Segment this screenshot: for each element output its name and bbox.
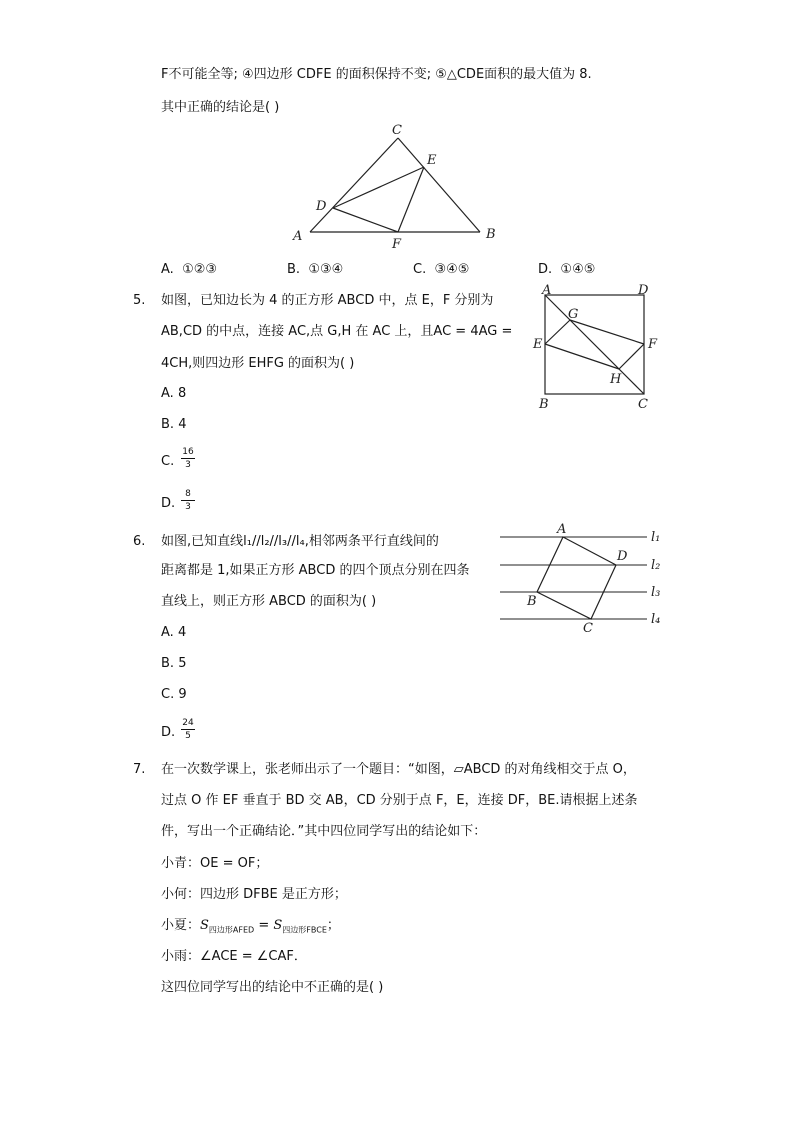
q4-option-d-letter: D. bbox=[538, 262, 553, 277]
q4-option-b-letter: B. bbox=[287, 262, 301, 277]
q6-option-c-letter: C. bbox=[161, 687, 175, 702]
q6-text-line3: 直线上，则正方形 ABCD 的面积为( ) bbox=[161, 594, 377, 609]
q6-option-d-denominator: 5 bbox=[185, 731, 191, 741]
q6-option-a-text: 4 bbox=[177, 625, 187, 640]
q5-text-line2: AB,CD 的中点，连接 AC,点 G,H 在 AC 上，且AC = 4AG = bbox=[161, 324, 513, 339]
q5-option-c-fraction bbox=[181, 447, 195, 470]
q7-s3-area-symbol-a: S bbox=[200, 918, 209, 933]
fraction-bar bbox=[181, 729, 195, 730]
q5-option-c-letter: C. bbox=[161, 454, 175, 469]
q5-option-c-numerator: 16 bbox=[182, 447, 194, 457]
q6-label-l2: l₂ bbox=[651, 558, 661, 573]
q5-label-F: F bbox=[648, 337, 658, 352]
q4-option-c[interactable] bbox=[413, 261, 469, 279]
q7-s3-subscript-a: 四边形AFED bbox=[208, 925, 255, 935]
q6-text-line2: 距离都是 1,如果正方形 ABCD 的四个顶点分别在四条 bbox=[161, 563, 470, 578]
q4-label-B: B bbox=[486, 227, 496, 242]
q7-student-statement-3 bbox=[161, 917, 340, 940]
q5-option-d[interactable] bbox=[161, 495, 175, 513]
q5-option-c-denominator: 3 bbox=[185, 460, 191, 470]
q7-number: 7. bbox=[133, 762, 146, 777]
q6-option-d-letter: D. bbox=[161, 725, 176, 740]
q5-option-a[interactable] bbox=[161, 385, 186, 403]
q5-option-a-letter: A. bbox=[161, 386, 174, 401]
q6-option-d[interactable] bbox=[161, 724, 175, 742]
q5-option-b-letter: B. bbox=[161, 417, 175, 432]
q4-option-c-letter: C. bbox=[413, 262, 427, 277]
q7-s3-area-symbol-b: S bbox=[273, 918, 283, 933]
q7-text-line3: 件，写出一个正确结论．”其中四位同学写出的结论如下： bbox=[161, 824, 487, 839]
fraction-bar bbox=[181, 458, 195, 459]
q4-option-d-text: ①④⑤ bbox=[560, 262, 596, 277]
q6-label-B: B bbox=[527, 594, 537, 609]
q5-label-E: E bbox=[533, 337, 543, 352]
q6-option-d-fraction bbox=[181, 718, 195, 741]
q4-label-C: C bbox=[392, 123, 402, 138]
q6-option-c[interactable] bbox=[161, 686, 187, 704]
q6-option-b-letter: B. bbox=[161, 656, 175, 671]
q5-option-d-letter: D. bbox=[161, 496, 176, 511]
q6-option-a[interactable] bbox=[161, 624, 186, 642]
q4-option-a[interactable] bbox=[161, 261, 217, 279]
q4-option-b-text: ①③④ bbox=[308, 262, 344, 277]
q4-label-A: A bbox=[293, 229, 303, 244]
q6-option-a-letter: A. bbox=[161, 625, 174, 640]
q5-option-c[interactable] bbox=[161, 453, 174, 471]
q7-student-statement-2: 小何：四边形 DFBE 是正方形； bbox=[161, 887, 347, 902]
q4-option-a-letter: A. bbox=[161, 262, 174, 277]
q5-option-d-numerator: 8 bbox=[185, 489, 191, 499]
q7-s3-end: ； bbox=[326, 918, 340, 933]
q6-option-b-text: 5 bbox=[178, 656, 187, 671]
q7-text-line2: 过点 O 作 EF 垂直于 BD 交 AB，CD 分别于点 F，E，连接 DF，BE.请根据上述条 bbox=[161, 793, 638, 808]
q6-option-d-numerator: 24 bbox=[182, 718, 194, 728]
q4-option-a-text: ①②③ bbox=[182, 262, 218, 277]
q5-number: 5. bbox=[133, 293, 146, 308]
q6-parallel-lines-figure bbox=[495, 520, 670, 638]
q5-label-D: D bbox=[638, 283, 649, 298]
q4-text-line1: F不可能全等; ④四边形 CDFE 的面积保持不变; ⑤△CDE面积的最大值为 8. bbox=[161, 67, 592, 82]
q4-question-prompt: 其中正确的结论是( ) bbox=[161, 100, 280, 115]
q5-option-d-denominator: 3 bbox=[185, 502, 191, 512]
q4-option-d[interactable] bbox=[538, 261, 595, 279]
q7-s3-subscript-b: 四边形FBCE bbox=[282, 925, 327, 935]
q5-option-d-fraction bbox=[181, 489, 195, 512]
q5-option-a-text: 8 bbox=[177, 386, 187, 401]
q6-text-line1: 如图,已知直线l₁//l₂//l₃//l₄,相邻两条平行直线间的 bbox=[161, 534, 439, 549]
q6-label-C: C bbox=[583, 621, 593, 636]
q5-label-G: G bbox=[568, 307, 579, 322]
q6-number: 6. bbox=[133, 534, 146, 549]
q5-option-b[interactable] bbox=[161, 416, 186, 434]
q7-text-line1: 在一次数学课上，张老师出示了一个题目：“如图，▱ABCD 的对角线相交于点 O， bbox=[161, 762, 636, 777]
q7-question-prompt: 这四位同学写出的结论中不正确的是( ) bbox=[161, 980, 384, 995]
q4-option-b[interactable] bbox=[287, 261, 343, 279]
q7-student-statement-4: 小雨：∠ACE = ∠CAF． bbox=[161, 949, 307, 964]
q4-label-E: E bbox=[427, 153, 437, 168]
q6-label-l1: l₁ bbox=[651, 530, 661, 545]
q5-square-figure bbox=[530, 282, 660, 412]
q4-label-D: D bbox=[316, 199, 327, 214]
q5-label-H: H bbox=[610, 372, 622, 387]
q5-text-line3: 4CH,则四边形 EHFG 的面积为( ) bbox=[161, 356, 355, 371]
q4-label-F: F bbox=[392, 237, 402, 252]
fraction-bar bbox=[181, 500, 195, 501]
q6-option-b[interactable] bbox=[161, 655, 186, 673]
q6-label-A: A bbox=[557, 522, 567, 537]
q4-triangle-figure bbox=[280, 118, 510, 254]
q7-s3-equals: = bbox=[254, 918, 274, 933]
q4-option-c-text: ③④⑤ bbox=[434, 262, 470, 277]
q6-label-l4: l₄ bbox=[651, 612, 661, 627]
q5-option-b-text: 4 bbox=[178, 417, 187, 432]
q6-label-l3: l₃ bbox=[651, 585, 661, 600]
q7-s3-prefix: 小夏： bbox=[161, 918, 201, 933]
q5-text-line1: 如图，已知边长为 4 的正方形 ABCD 中，点 E，F 分别为 bbox=[161, 293, 494, 308]
q5-label-C: C bbox=[638, 397, 648, 412]
q5-label-A: A bbox=[542, 283, 552, 298]
q6-label-D: D bbox=[617, 549, 628, 564]
q7-student-statement-1: 小青：OE = OF； bbox=[161, 856, 269, 871]
q6-option-c-text: 9 bbox=[178, 687, 187, 702]
q5-label-B: B bbox=[539, 397, 549, 412]
